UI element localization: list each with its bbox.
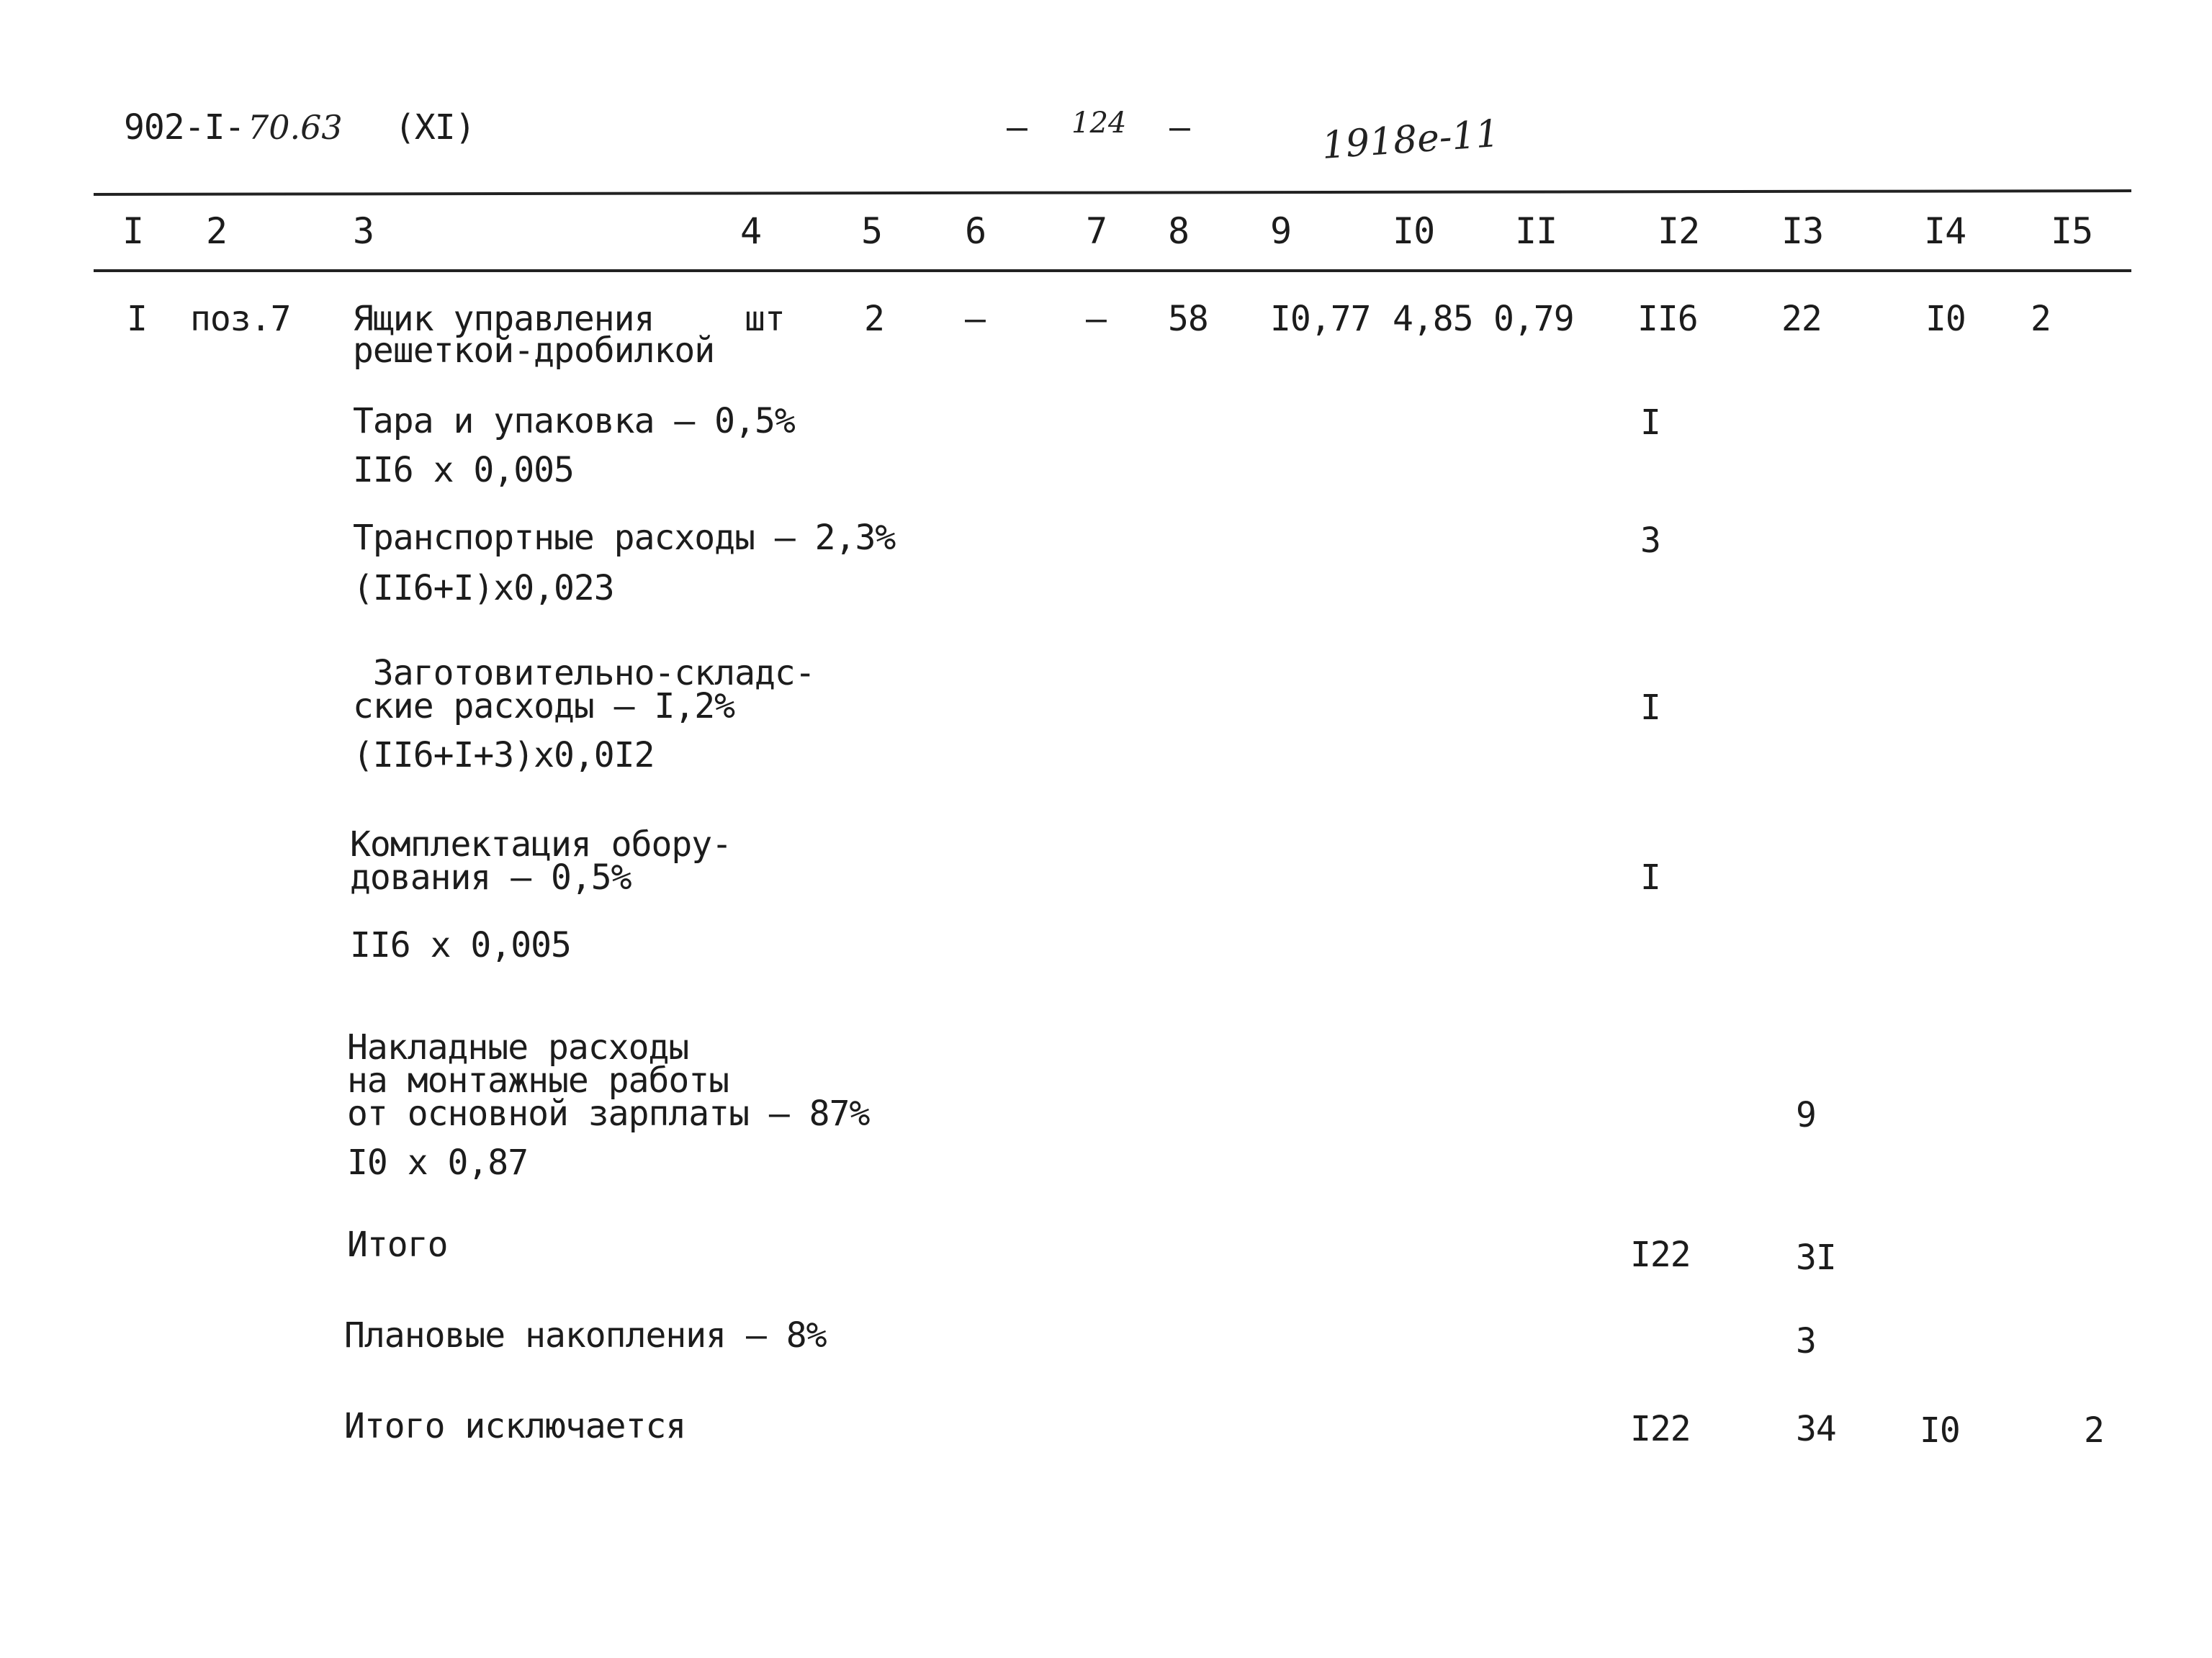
col-header-4: 4	[740, 210, 762, 252]
col-header-9: 9	[1270, 210, 1292, 252]
subtotal-label: Итого	[347, 1225, 448, 1265]
table-top-rule	[94, 189, 2131, 196]
page-dash-left: –	[1007, 107, 1027, 148]
row-col13: 22	[1781, 299, 1822, 339]
item-label-line3: от основной зарплаты – 87%	[347, 1094, 870, 1134]
row-number: I	[127, 299, 147, 339]
item-formula: (II6+I)x0,023	[353, 568, 614, 608]
row-quantity: 2	[864, 299, 884, 339]
item-col12: I	[1640, 402, 1660, 443]
row-col10: 4,85	[1393, 299, 1473, 339]
col-header-15: I5	[2051, 210, 2093, 252]
col-header-8: 8	[1168, 210, 1190, 252]
row-col8: 58	[1168, 299, 1208, 339]
col-header-1: I	[122, 210, 144, 252]
col-header-10: I0	[1393, 210, 1435, 252]
subtotal-col12: I22	[1630, 1235, 1691, 1275]
item-label-line1: Заготовительно-складс-	[353, 653, 815, 693]
doc-volume: (XI)	[395, 107, 475, 148]
row-position: поз.7	[190, 299, 291, 339]
item-formula: II6 x 0,005	[353, 450, 574, 490]
total-col12: I22	[1630, 1409, 1691, 1449]
item-label: Тара и упаковка – 0,5%	[353, 401, 795, 441]
col-header-7: 7	[1086, 210, 1107, 252]
item-label-line1: Накладные расходы	[347, 1027, 689, 1068]
item-col12: 3	[1640, 521, 1660, 561]
row-col11: 0,79	[1493, 299, 1574, 339]
col-header-3: 3	[353, 210, 374, 252]
doc-code-handwritten: 70.63	[248, 108, 343, 147]
col-header-6: 6	[965, 210, 986, 252]
item-label: Транспортные расходы – 2,3%	[353, 518, 896, 558]
item-formula: II6 x 0,005	[350, 925, 571, 965]
row-name-line2: решеткой-дробилкой	[353, 330, 715, 371]
row-col9: I0,77	[1270, 299, 1371, 339]
col-header-13: I3	[1781, 210, 1824, 252]
item-label-line1: Комплектация обору-	[350, 824, 732, 865]
item-label-line2: на монтажные работы	[347, 1060, 729, 1101]
item-label-line2: ские расходы – I,2%	[353, 686, 735, 726]
item-formula: I0 x 0,87	[347, 1143, 529, 1183]
total-col14: I0	[1920, 1410, 1960, 1451]
planned-label: Плановые накопления – 8%	[344, 1315, 827, 1356]
item-label-line2: дования – 0,5%	[350, 857, 631, 898]
total-label: Итого исключается	[344, 1406, 686, 1446]
col-header-2: 2	[206, 210, 228, 252]
item-col12: I	[1640, 857, 1660, 898]
col-header-5: 5	[861, 210, 883, 252]
total-col13: 34	[1796, 1409, 1836, 1449]
doc-code-print: 902-I-	[124, 107, 245, 148]
col-header-14: I4	[1924, 210, 1966, 252]
row-name-line1: Ящик управления	[353, 299, 655, 339]
col-header-11: II	[1515, 210, 1557, 252]
planned-col13: 3	[1796, 1321, 1816, 1361]
row-col15: 2	[2031, 299, 2051, 339]
item-col13: 9	[1796, 1095, 1816, 1135]
col-header-12: I2	[1658, 210, 1700, 252]
total-col15: 2	[2084, 1410, 2104, 1451]
archive-number: 1918e-11	[1320, 112, 1501, 168]
row-col12: II6	[1637, 299, 1698, 339]
row-col7: –	[1086, 299, 1106, 339]
table-header-rule	[94, 269, 2131, 272]
row-col14: I0	[1925, 299, 1966, 339]
page-dash-right: –	[1169, 107, 1190, 148]
item-col12: I	[1640, 688, 1660, 728]
row-unit: шт	[745, 299, 785, 339]
subtotal-col13: 3I	[1796, 1238, 1836, 1278]
item-formula: (II6+I+3)x0,0I2	[353, 735, 655, 775]
row-col6: –	[965, 299, 985, 339]
page-number: 124	[1071, 107, 1127, 140]
